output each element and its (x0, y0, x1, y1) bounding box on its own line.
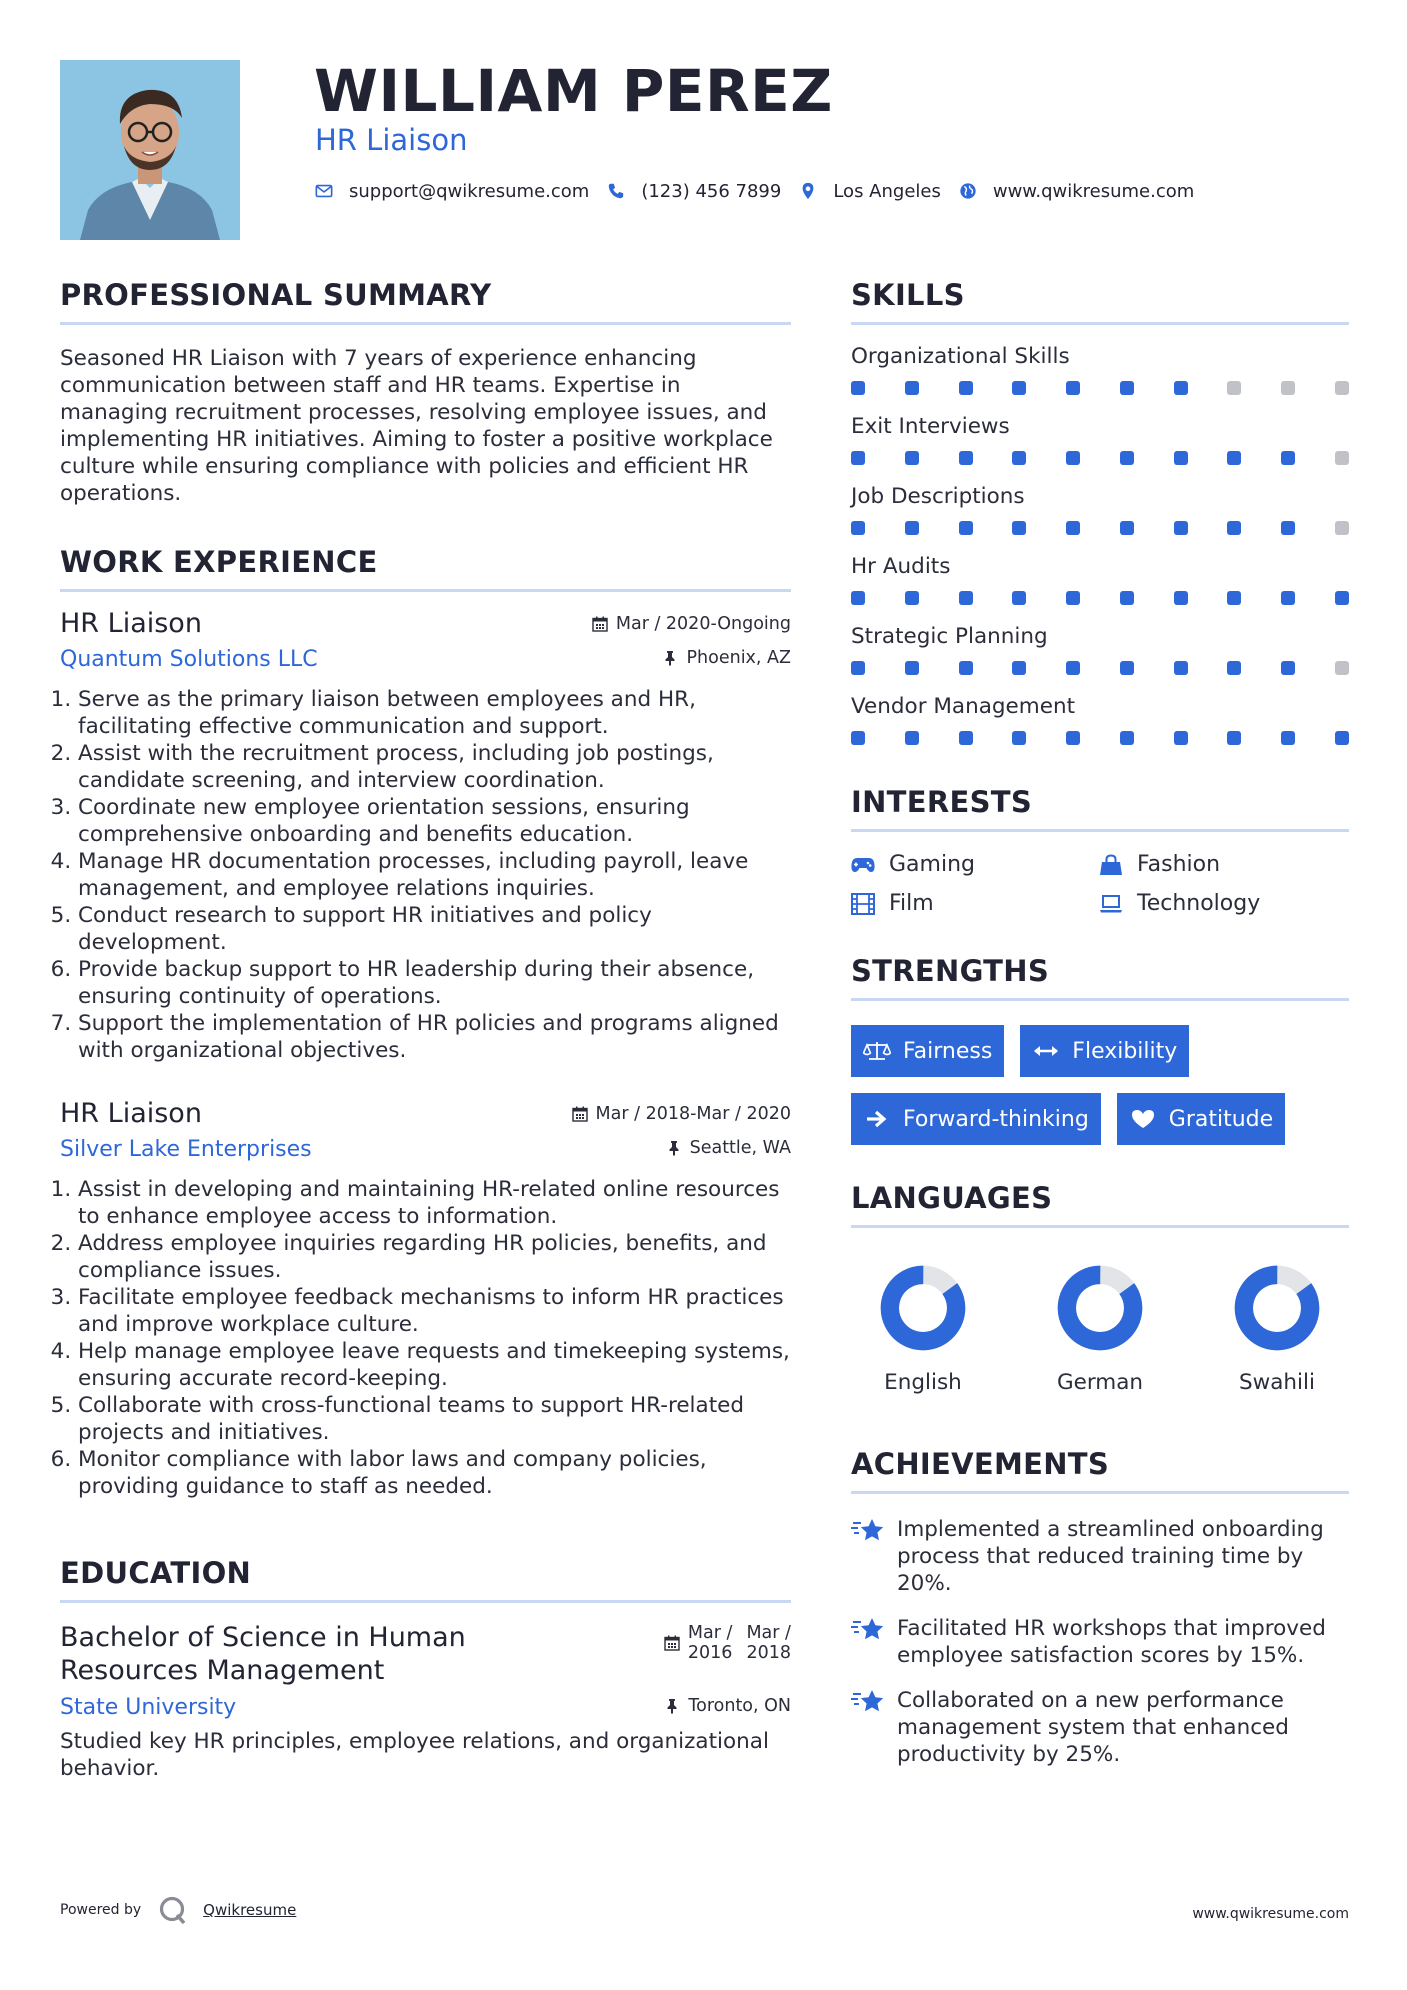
skill-rating-dot (1281, 661, 1295, 675)
skill-rating-dot (959, 591, 973, 605)
summary-text: Seasoned HR Liaison with 7 years of experience enhancing communication between staff and HR teams. Expertise in managing recruitment processes, resolving employee issues, and implementing HR initiatives. Aiming to foster a positive workplace culture while ensuring compliance with policies and efficient HR operations. (60, 346, 773, 506)
contact-phone[interactable] (607, 181, 781, 202)
interest-technology: Technology (1099, 891, 1349, 916)
skill-name: Job Descriptions (851, 484, 1025, 509)
skill-rating-dot (959, 661, 973, 675)
duty-item: 6. Provide backup support to HR leadership during their absence, ensuring continuity of operations. (78, 956, 791, 1010)
contact-bar (315, 176, 1212, 206)
skill-rating-dot (1066, 731, 1080, 745)
duty-item: 1. Serve as the primary liaison between employees and HR, facilitating effective communication and support. (78, 686, 791, 740)
language-ring (1054, 1262, 1146, 1354)
job-dates: Mar / 2020-Ongoing (592, 614, 791, 634)
skill-rating-dot (905, 381, 919, 395)
experience-heading: WORK EXPERIENCE (60, 535, 791, 592)
skill-rating-dot (1012, 381, 1026, 395)
skill-rating-dot (1335, 521, 1349, 535)
language-name: English (884, 1370, 962, 1395)
duty-item: 7. Support the implementation of HR policies and programs aligned with organizational objectives. (78, 1010, 791, 1064)
skill-rating-dot (851, 661, 865, 675)
duty-list (60, 686, 791, 1064)
candidate-name: WILLIAM PEREZ (314, 57, 833, 125)
skills-list (851, 343, 1349, 745)
profile-photo (60, 60, 240, 240)
skill-rating (851, 521, 1349, 535)
achievement-text: Collaborated on a new performance management system that enhanced productivity by 25%. (897, 1688, 1289, 1767)
skill-rating-dot (1012, 451, 1026, 465)
skill-rating-dot (905, 451, 919, 465)
skill-rating-dot (1066, 381, 1080, 395)
skills-heading: SKILLS (851, 268, 1349, 325)
education-dates (664, 1623, 791, 1663)
strengths-heading: STRENGTHS (851, 944, 1349, 1001)
skill-rating (851, 591, 1349, 605)
skill-rating-dot (1335, 731, 1349, 745)
skill-rating-dot (905, 591, 919, 605)
right-column (851, 268, 1349, 1768)
skill-rating-dot (1174, 451, 1188, 465)
skill-rating-dot (1174, 591, 1188, 605)
film-icon (851, 893, 875, 915)
candidate-title: HR Liaison (315, 123, 468, 157)
education-description: Studied key HR principles, employee relations, and organizational behavior. (60, 1729, 769, 1781)
strength-tag: Fairness (851, 1025, 1004, 1077)
skill-rating-dot (1335, 661, 1349, 675)
achievement-item (851, 1516, 1349, 1597)
skill-rating-dot (1227, 521, 1241, 535)
footer-brand-link[interactable]: Qwikresume (203, 1901, 297, 1919)
pushpin-icon (664, 1698, 680, 1714)
experience-section (60, 535, 791, 1500)
interest-fashion: Fashion (1099, 852, 1349, 877)
language-item (1217, 1262, 1337, 1395)
achievement-item (851, 1687, 1349, 1768)
duty-item: 2. Address employee inquiries regarding HR policies, benefits, and compliance issues. (78, 1230, 791, 1284)
language-ring-fill (1054, 1262, 1146, 1354)
skill-rating-dot (1012, 661, 1026, 675)
skill-rating-dot (1281, 451, 1295, 465)
skill-rating (851, 451, 1349, 465)
duty-item: 2. Assist with the recruitment process, including job postings, candidate screening, and interview coordination. (78, 740, 791, 794)
contact-location-text: Los Angeles (833, 180, 941, 202)
education-end: Mar / 2018 (746, 1623, 791, 1663)
skill-rating-dot (1120, 731, 1134, 745)
summary-section (60, 268, 791, 507)
language-name: Swahili (1239, 1370, 1315, 1395)
skill-rating-dot (1227, 381, 1241, 395)
skill-name: Strategic Planning (851, 624, 1048, 649)
calendar-icon (664, 1635, 680, 1651)
interest-gaming: Gaming (851, 852, 1099, 877)
interests-section (851, 775, 1349, 916)
skill-name: Organizational Skills (851, 344, 1070, 369)
skill-rating-dot (1335, 591, 1349, 605)
skill-rating-dot (851, 521, 865, 535)
job-location: Seattle, WA (666, 1138, 791, 1158)
job-dates: Mar / 2018-Mar / 2020 (572, 1104, 791, 1124)
duty-item: 4. Manage HR documentation processes, including payroll, leave management, and employee relations inquiries. (78, 848, 791, 902)
envelope-icon (315, 182, 333, 200)
languages-heading: LANGUAGES (851, 1171, 1349, 1228)
skill-rating-dot (1335, 381, 1349, 395)
company-name: Silver Lake Enterprises (60, 1137, 312, 1162)
job-location: Phoenix, AZ (662, 648, 791, 668)
gamepad-icon (851, 854, 875, 876)
skill-rating-dot (1281, 381, 1295, 395)
contact-website[interactable] (959, 181, 1194, 202)
map-marker-icon (799, 182, 817, 200)
arrows-h-icon (1032, 1040, 1060, 1062)
skill-rating-dot (1120, 381, 1134, 395)
job-entry (60, 608, 791, 1064)
globe-icon (959, 182, 977, 200)
heart-icon (1129, 1108, 1157, 1130)
skill-rating-dot (959, 451, 973, 465)
pushpin-icon (662, 650, 678, 666)
skill-rating-dot (1281, 591, 1295, 605)
skill-rating-dot (1120, 521, 1134, 535)
skill-rating-dot (1227, 661, 1241, 675)
footer-powered-by: Powered by Qwikresume (60, 1894, 296, 1926)
language-name: German (1056, 1370, 1144, 1395)
star-icon (851, 1688, 885, 1716)
contact-email-text: support@qwikresume.com (349, 180, 590, 202)
skill-rating-dot (959, 521, 973, 535)
shopping-bag-icon (1099, 854, 1123, 876)
avatar (60, 60, 240, 240)
education-section (60, 1546, 791, 1782)
skill-rating-dot (1066, 451, 1080, 465)
language-item (863, 1262, 983, 1395)
skill-rating-dot (851, 731, 865, 745)
school-name: State University (60, 1695, 237, 1720)
contact-website-text: www.qwikresume.com (992, 180, 1195, 202)
skill-rating-dot (1174, 661, 1188, 675)
languages-section (851, 1171, 1349, 1395)
skill-rating-dot (959, 381, 973, 395)
duty-item: 1. Assist in developing and maintaining HR-related online resources to enhance employee access to information. (78, 1176, 791, 1230)
strength-tag: Gratitude (1117, 1093, 1285, 1145)
balance-scale-icon (863, 1040, 891, 1062)
skill-rating-dot (1281, 731, 1295, 745)
skill-rating-dot (905, 731, 919, 745)
achievement-text: Facilitated HR workshops that improved employee satisfaction scores by 15%. (897, 1616, 1326, 1668)
skill-rating-dot (1335, 451, 1349, 465)
qwikresume-logo-icon (157, 1894, 189, 1926)
duty-item: 3. Coordinate new employee orientation sessions, ensuring comprehensive onboarding and benefits education. (78, 794, 791, 848)
skills-section (851, 268, 1349, 745)
laptop-icon (1099, 893, 1123, 915)
strength-tag: Forward-thinking (851, 1093, 1101, 1145)
skill-rating-dot (1174, 381, 1188, 395)
skill-rating-dot (1066, 521, 1080, 535)
education-start: Mar / 2016 (687, 1623, 733, 1663)
arrow-right-icon (863, 1108, 891, 1130)
language-ring (1231, 1262, 1323, 1354)
duty-item: 5. Collaborate with cross-functional teams to support HR-related projects and initiatives. (78, 1392, 791, 1446)
duty-item: 5. Conduct research to support HR initiatives and policy development. (78, 902, 791, 956)
skill-rating-dot (1120, 591, 1134, 605)
contact-email[interactable] (315, 181, 589, 202)
skill-rating (851, 661, 1349, 675)
interest-film: Film (851, 891, 1099, 916)
skill-rating-dot (1066, 591, 1080, 605)
skill-rating-dot (851, 381, 865, 395)
achievements-heading: ACHIEVEMENTS (851, 1437, 1349, 1494)
skill-rating (851, 381, 1349, 395)
duty-item: 3. Facilitate employee feedback mechanisms to inform HR practices and improve workplace culture. (78, 1284, 791, 1338)
achievement-item (851, 1615, 1349, 1669)
degree-title: Bachelor of Science in Human Resources Management (60, 1622, 466, 1686)
job-entry (60, 1098, 791, 1500)
job-role: HR Liaison (60, 1098, 202, 1129)
skill-rating-dot (959, 731, 973, 745)
skill-rating-dot (1012, 731, 1026, 745)
company-name: Quantum Solutions LLC (60, 647, 318, 672)
interests-heading: INTERESTS (851, 775, 1349, 832)
star-icon (851, 1517, 885, 1545)
pushpin-icon (666, 1140, 682, 1156)
star-icon (851, 1616, 885, 1644)
contact-phone-text: (123) 456 7899 (641, 180, 782, 202)
skill-rating-dot (1120, 661, 1134, 675)
skill-rating-dot (905, 661, 919, 675)
school-location: Toronto, ON (664, 1696, 791, 1716)
skill-rating-dot (1174, 731, 1188, 745)
education-heading: EDUCATION (60, 1546, 791, 1603)
strengths-section (851, 944, 1349, 1145)
contact-location (799, 181, 941, 202)
skill-rating-dot (851, 451, 865, 465)
calendar-icon (572, 1106, 588, 1122)
strength-tag: Flexibility (1020, 1025, 1189, 1077)
achievements-section (851, 1437, 1349, 1768)
left-column (60, 268, 791, 1782)
skill-rating-dot (851, 591, 865, 605)
duty-list (60, 1176, 791, 1500)
skill-rating (851, 731, 1349, 745)
duty-item: 6. Monitor compliance with labor laws and company policies, providing guidance to staff as needed. (78, 1446, 791, 1500)
job-role: HR Liaison (60, 608, 202, 639)
skill-name: Exit Interviews (851, 414, 1010, 439)
skill-name: Vendor Management (851, 694, 1075, 719)
skill-rating-dot (1012, 591, 1026, 605)
language-item (1040, 1262, 1160, 1395)
calendar-icon (592, 616, 608, 632)
language-ring-fill (1231, 1262, 1323, 1354)
achievement-text: Implemented a streamlined onboarding process that reduced training time by 20%. (897, 1517, 1324, 1596)
skill-rating-dot (1281, 521, 1295, 535)
skill-rating-dot (1227, 451, 1241, 465)
summary-heading: PROFESSIONAL SUMMARY (60, 268, 791, 325)
skill-rating-dot (1227, 591, 1241, 605)
achievement-list (851, 1494, 1349, 1768)
language-ring (877, 1262, 969, 1354)
skill-rating-dot (1120, 451, 1134, 465)
skill-rating-dot (905, 521, 919, 535)
phone-icon (607, 182, 625, 200)
duty-item: 4. Help manage employee leave requests and timekeeping systems, ensuring accurate record-keeping. (78, 1338, 791, 1392)
skill-rating-dot (1227, 731, 1241, 745)
skill-rating-dot (1012, 521, 1026, 535)
footer-website[interactable]: www.qwikresume.com (1192, 1906, 1349, 1922)
skill-rating-dot (1066, 661, 1080, 675)
skill-rating-dot (1174, 521, 1188, 535)
skill-name: Hr Audits (851, 554, 951, 579)
language-ring-fill (877, 1262, 969, 1354)
language-list (851, 1262, 1349, 1395)
